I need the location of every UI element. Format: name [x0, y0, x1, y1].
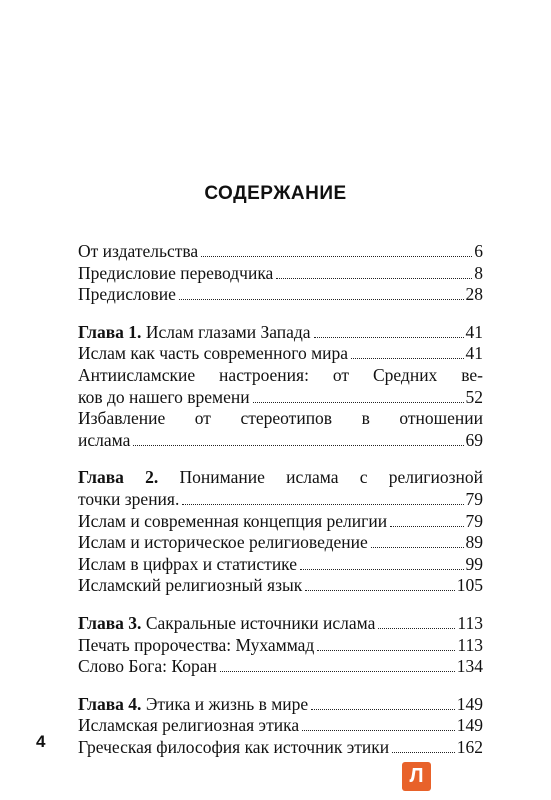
dot-leader [300, 569, 463, 570]
toc-entry-title: Исламский религиозный язык [78, 575, 303, 596]
toc-entry-title: Ислам и историческое религиоведение [78, 532, 368, 553]
toc-entry [78, 511, 483, 533]
dot-leader [276, 278, 472, 279]
toc-chapter-entry [78, 489, 483, 511]
toc-entry-page: 162 [456, 736, 483, 757]
dot-leader [351, 358, 463, 359]
toc-entry-title: Греческая философия как источник этики [78, 736, 390, 757]
dot-leader [314, 337, 464, 338]
chapter-title: Понимание ислама с религиозной [179, 467, 483, 488]
toc-entry-page: 134 [456, 656, 483, 677]
toc-entry-page: 28 [465, 284, 483, 305]
toc-entry [78, 554, 483, 576]
toc-entry [78, 575, 483, 597]
dot-leader [311, 709, 455, 710]
toc-entry-page: 89 [465, 532, 483, 553]
dot-leader [133, 445, 463, 446]
toc-entry-page: 8 [474, 262, 483, 283]
toc-entry-page: 79 [465, 488, 483, 509]
chapter-label: Глава 2. [78, 467, 159, 488]
dot-leader [371, 547, 464, 548]
toc-entry-page: 52 [465, 386, 483, 407]
toc-entry [78, 532, 483, 554]
toc-chapter-entry [78, 694, 483, 716]
toc-entry-page: 79 [465, 510, 483, 531]
toc-chapter-entry [78, 613, 483, 635]
chapter-label: Глава 3. [78, 612, 142, 633]
litres-logo: Л [402, 762, 431, 791]
toc-chapter-title-line [78, 467, 483, 489]
chapter-title: Этика и жизнь в мире [145, 693, 309, 714]
toc-entry-title: Ислам и современная концепция религии [78, 510, 388, 531]
toc-entry-title-line: ков до нашего времени [78, 386, 250, 407]
toc-entry-title: Печать пророчества: Мухаммад [78, 634, 315, 655]
dot-leader [253, 402, 464, 403]
chapter-label: Глава 1. [78, 321, 142, 342]
toc-entry [78, 343, 483, 365]
dot-leader [179, 299, 464, 300]
toc-entry [78, 263, 483, 285]
toc-entry-page: 113 [457, 634, 483, 655]
toc-entry [78, 635, 483, 657]
page-title: СОДЕРЖАНИЕ [204, 183, 347, 204]
page-number: 4 [36, 732, 46, 751]
toc-entry-title: Слово Бога: Коран [78, 656, 217, 677]
toc-entry-title-line: Избавление от стереотипов в отношении [78, 408, 483, 429]
dot-leader [317, 650, 455, 651]
toc-entry [78, 737, 483, 759]
toc-entry [78, 656, 483, 678]
chapter-label: Глава 4. [78, 693, 142, 714]
toc-entry-page: 69 [465, 429, 483, 450]
toc-entry-title: Предисловие [78, 284, 176, 305]
toc-entry-title: Исламская религиозная этика [78, 715, 300, 736]
chapter-title-line: точки зрения. [78, 488, 180, 509]
dot-leader [302, 730, 455, 731]
toc-entry [78, 284, 483, 306]
dot-leader [390, 526, 463, 527]
toc-entry-page: 99 [465, 553, 483, 574]
dot-leader [378, 628, 455, 629]
toc-entry-page: 149 [456, 693, 483, 714]
toc-entry [78, 715, 483, 737]
dot-leader [305, 590, 454, 591]
dot-leader [201, 256, 472, 257]
toc-entry-page: 41 [465, 321, 483, 342]
toc-entry [78, 430, 483, 452]
toc-entry-title: От издательства [78, 241, 199, 261]
chapter-title: Сакральные источники ислама [145, 612, 376, 633]
toc-entry-page: 105 [456, 575, 483, 596]
toc-entry-title: Предисловие переводчика [78, 262, 274, 283]
toc-entry-page: 149 [456, 715, 483, 736]
toc-entry-title: Ислам как часть современного мира [78, 343, 349, 364]
chapter-title: Ислам глазами Запада [145, 321, 311, 342]
dot-leader [220, 671, 455, 672]
toc-entry-title-line: ислама [78, 429, 131, 450]
toc-entry-page: 6 [474, 241, 483, 261]
toc-entry [78, 387, 483, 409]
toc-entry-title: Ислам в цифрах и статистике [78, 553, 298, 574]
toc-entry [78, 241, 483, 263]
toc-entry-page: 113 [457, 612, 483, 633]
toc-chapter-entry [78, 322, 483, 344]
toc-entry-page: 41 [465, 343, 483, 364]
dot-leader [182, 504, 463, 505]
table-of-contents [78, 241, 483, 758]
toc-entry-title-line: Антиисламские настроения: от Средних ве- [78, 364, 483, 385]
dot-leader [392, 752, 455, 753]
